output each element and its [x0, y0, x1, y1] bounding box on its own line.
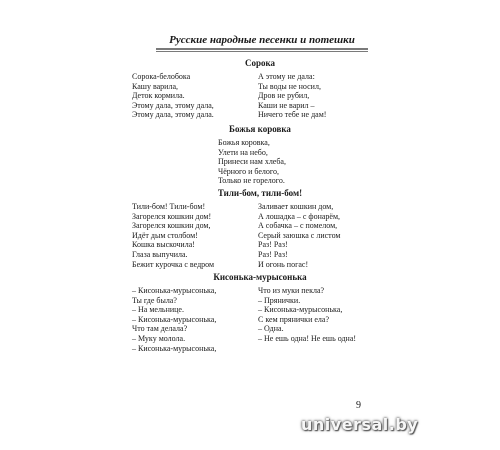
- verse-line: Глаза выпучила.: [132, 249, 188, 259]
- verse-line: Ничего тебе не дам!: [258, 110, 327, 120]
- verse-line: Раз! Раз!: [258, 249, 288, 259]
- verse-line: – Одна.: [258, 324, 284, 334]
- verse-line: А этому не дала:: [258, 72, 315, 81]
- poem-soroka-right-column: [258, 72, 326, 120]
- verse-line: А лошадка – с фонарём,: [258, 211, 341, 221]
- verse-line: Тили-бом! Тили-бом!: [132, 202, 206, 211]
- verse-line: Чёрного и белого,: [218, 166, 279, 176]
- verse-line: Серый заюшка с листом: [258, 230, 341, 240]
- verse-line: – Муку молола.: [132, 333, 186, 343]
- verse-line: – Не ешь одна! Не ешь одна!: [258, 333, 357, 343]
- verse-line: Заливает кошкин дом,: [258, 202, 334, 211]
- verse-line: Ты воды не носил,: [258, 81, 321, 91]
- verse-line: Деток кормила.: [132, 91, 185, 101]
- verse-line: – Прянички.: [258, 295, 301, 305]
- verse-line: Этому дала, этому дала,: [132, 100, 214, 110]
- verse-line: Этому дала, этому дала.: [132, 110, 214, 120]
- header-rule: [156, 48, 368, 50]
- verse-line: Только не горелого.: [218, 176, 285, 186]
- verse-line: – Кисонька-мурысонька,: [132, 286, 217, 295]
- poem-tili-bom-left-column: [132, 202, 214, 269]
- poem-title-bozhya-korovka: Божья коровка: [229, 124, 291, 134]
- verse-line: Божья коровка,: [218, 138, 270, 147]
- verse-line: – На мельнице.: [132, 305, 184, 315]
- poem-title-soroka: Сорока: [244, 58, 276, 68]
- poem-title-tili-bom: Тили-бом, тили-бом!: [217, 188, 303, 198]
- verse-line: Дров не рубил,: [258, 91, 310, 101]
- verse-line: Загорелся кошкин дом,: [132, 221, 211, 231]
- poem-bozhya-korovka-column: [218, 138, 286, 186]
- site-watermark: universal.by: [301, 415, 419, 434]
- verse-line: – Кисонька-мурысонька,: [132, 343, 217, 353]
- verse-line: Раз! Раз!: [258, 240, 288, 250]
- poem-kisonka-right-column: [258, 286, 356, 344]
- page-number: 9: [356, 400, 361, 411]
- running-header: Русские народные песенки и потешки: [169, 34, 355, 46]
- verse-line: Сорока-белобока: [132, 72, 191, 81]
- verse-line: – Кисонька-мурысонька,: [258, 305, 343, 315]
- verse-line: – Кисонька-мурысонька,: [132, 314, 217, 324]
- header-rule-thin: [156, 51, 368, 52]
- verse-line: Ты где была?: [132, 295, 177, 305]
- poem-soroka-left-column: [132, 72, 214, 120]
- verse-line: Кашу варила,: [132, 81, 178, 91]
- verse-line: Каши не варил –: [258, 100, 315, 110]
- verse-line: И огонь погас!: [258, 259, 309, 269]
- verse-line: Идёт дым столбом!: [132, 230, 198, 240]
- poem-kisonka-left-column: [132, 286, 216, 353]
- verse-line: Улети на небо,: [218, 147, 268, 157]
- verse-line: Бежит курочка с ведром: [132, 259, 215, 269]
- poem-tili-bom-right-column: [258, 202, 340, 269]
- verse-line: С кем прянички ела?: [258, 314, 329, 324]
- verse-line: Принеси нам хлеба,: [218, 157, 286, 167]
- verse-line: Что из муки пекла?: [258, 286, 325, 295]
- poem-title-kisonka: Кисонька-мурысонька: [213, 272, 307, 282]
- verse-line: Загорелся кошкин дом!: [132, 211, 212, 221]
- verse-line: Кошка выскочила!: [132, 240, 195, 250]
- verse-line: Что там делала?: [132, 324, 188, 334]
- verse-line: А собачка – с помелом,: [258, 221, 338, 231]
